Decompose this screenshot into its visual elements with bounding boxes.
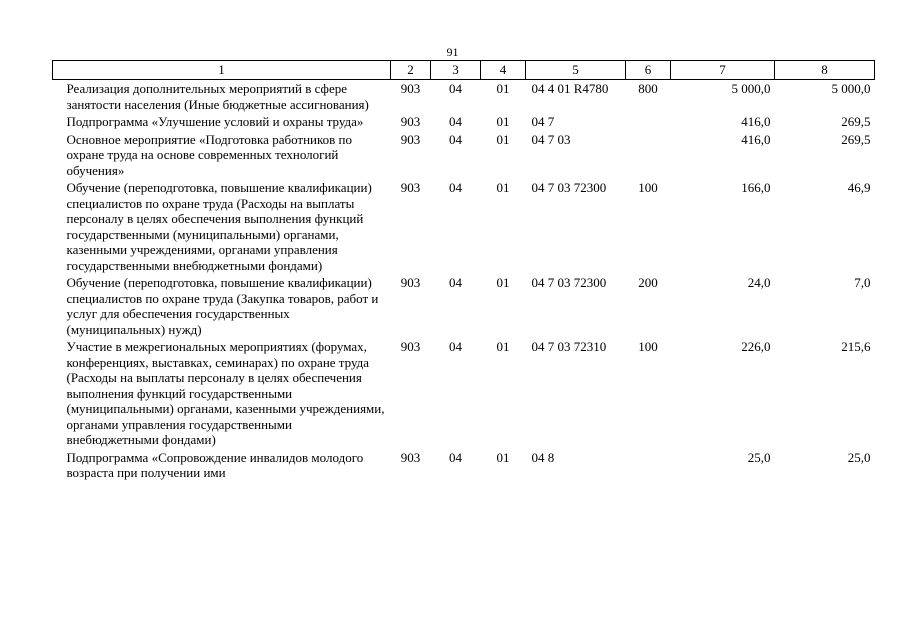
row-target-article: 04 8 [531,449,555,465]
table-row [53,131,875,180]
row-amount-plan: 5 000,0 [731,81,771,96]
row-section-code: 04 [449,339,462,354]
row-name: Основное мероприятие «Подготовка работников по охране труда на основе современных технологий обучения» [66,131,352,178]
row-ministry-code: 903 [400,180,421,195]
header-row [53,61,875,80]
row-amount-plan: 416,0 [741,131,771,147]
row-ministry-code: 903 [400,114,421,129]
row-target-article: 04 7 [531,114,555,129]
row-ministry-code: 903 [400,275,421,290]
row-amount-actual: 215,6 [841,339,871,354]
row-section-code: 04 [449,180,462,195]
row-ministry-code: 903 [400,339,421,354]
row-amount-plan: 226,0 [741,339,771,354]
header-col-3: 3 [431,61,481,80]
row-amount-actual: 269,5 [841,131,871,147]
row-target-article: 04 7 03 [531,131,571,147]
row-section-code: 04 [449,449,462,465]
row-name: Реализация дополнительных мероприятий в сфере занятости населения (Иные бюджетные ассигнования) [66,81,369,112]
table-row [53,274,875,338]
row-amount-actual: 269,5 [841,114,871,129]
row-amount-plan: 166,0 [741,180,771,195]
row-section-code: 04 [449,131,462,147]
row-target-article: 04 7 03 72300 [531,275,607,290]
row-amount-actual: 7,0 [854,275,871,290]
row-subsection-code: 01 [496,339,510,354]
row-subsection-code: 01 [496,275,510,290]
row-expense-type: 100 [638,180,658,195]
header-col-6: 6 [626,61,671,80]
row-amount-plan: 416,0 [741,114,771,129]
row-section-code: 04 [449,275,462,290]
row-subsection-code: 01 [496,180,510,195]
row-section-code: 04 [449,81,462,96]
row-expense-type [626,113,671,131]
row-expense-type: 100 [638,339,658,354]
row-subsection-code: 01 [496,114,510,129]
row-amount-actual: 5 000,0 [831,81,871,96]
header-col-8: 8 [775,61,875,80]
row-amount-actual: 46,9 [847,180,871,195]
row-amount-plan: 24,0 [747,275,771,290]
table-row [53,179,875,274]
table-row [53,449,875,482]
row-target-article: 04 4 01 R4780 [531,81,609,96]
row-subsection-code: 01 [496,449,510,465]
row-ministry-code: 903 [400,131,421,147]
header-col-5: 5 [526,61,626,80]
row-amount-actual: 25,0 [847,449,871,465]
header-col-1: 1 [53,61,391,80]
row-name: Подпрограмма «Сопровождение инвалидов молодого возраста при получении ими [66,449,364,480]
header-col-2: 2 [391,61,431,80]
row-ministry-code: 903 [400,449,421,465]
row-amount-plan: 25,0 [747,449,771,465]
row-name: Обучение (переподготовка, повышение квалификации) специалистов по охране труда (Расходы на выплаты персоналу в целях обеспечения выполнения функций государственными (муниципальными) органами, казенными учреждениями, органами управления государственными внебюджетными фондами) [66,180,372,273]
row-expense-type [626,449,671,482]
table-row [53,80,875,114]
row-expense-type: 200 [638,275,658,290]
row-expense-type [626,131,671,180]
row-subsection-code: 01 [496,81,510,96]
row-expense-type: 800 [638,81,658,96]
row-ministry-code: 903 [400,81,421,96]
header-col-7: 7 [671,61,775,80]
header-col-4: 4 [481,61,526,80]
row-section-code: 04 [449,114,462,129]
row-name: Участие в межрегиональных мероприятиях (форумах, конференциях, выставках, семинарах) по охране труда (Расходы на выплаты персоналу в целях обеспечения выполнения функций государственными (муниципальными) органами, казенными учреждениями, органами управления государственными внебюджетными фондами) [66,339,385,447]
row-subsection-code: 01 [496,131,510,147]
table-row [53,113,875,131]
table-row [53,338,875,449]
row-name: Подпрограмма «Улучшение условий и охраны труда» [66,114,364,129]
row-name: Обучение (переподготовка, повышение квалификации) специалистов по охране труда (Закупка товаров, работ и услуг для обеспечения государственных (муниципальных) нужд) [66,275,379,337]
budget-table [52,60,875,482]
row-target-article: 04 7 03 72310 [531,339,607,354]
row-target-article: 04 7 03 72300 [531,180,607,195]
page-number: 91 [446,45,459,59]
